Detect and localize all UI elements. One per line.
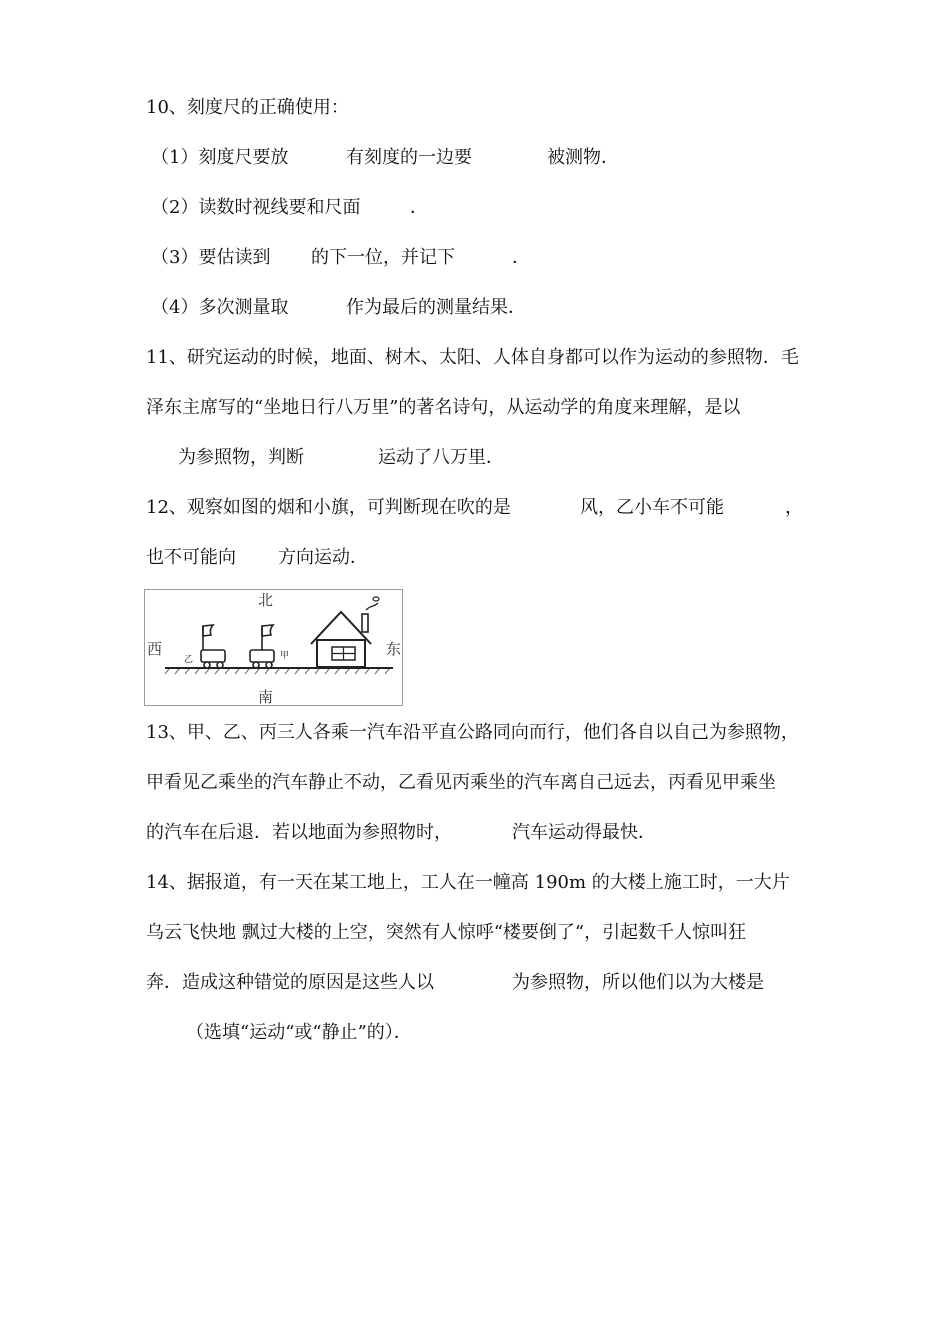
- car-a-flag: [262, 625, 273, 636]
- ground-hatching: [165, 669, 389, 674]
- car-a-group: [250, 625, 274, 668]
- q12-line1-c: ，: [785, 497, 803, 518]
- house-group: [311, 597, 379, 667]
- q14-line2: 乌云飞快地 飘过大楼的上空，突然有人惊呼“楼要倒了“，引起数千人惊叫狂: [146, 922, 747, 943]
- label-south: 南: [258, 688, 274, 706]
- smoke-puff: [373, 597, 379, 601]
- q10-part1-b: 有刻度的一边要: [346, 147, 472, 168]
- house-chimney: [362, 614, 368, 632]
- q10-title: 10、刻度尺的正确使用：: [146, 97, 349, 118]
- q10-part3-c: ．: [512, 247, 530, 268]
- label-north: 北: [258, 591, 274, 609]
- q11-line1: 11、研究运动的时候，地面、树木、太阳、人体自身都可以作为运动的参照物．毛: [146, 347, 799, 368]
- q12-line2-a: 也不可能向: [146, 547, 236, 568]
- q12-line1-a: 12、观察如图的烟和小旗，可判断现在吹的是: [146, 497, 511, 518]
- wind-scene-illustration: [145, 590, 404, 707]
- q11-line3-b: 运动了八万里．: [378, 447, 504, 468]
- label-car-b: 乙: [184, 655, 194, 665]
- q10-part3-b: 的下一位，并记下: [311, 247, 455, 268]
- q11-line2: 泽东主席写的“坐地日行八万里”的著名诗句，从运动学的角度来理解，是以: [146, 397, 741, 418]
- q13-line2: 甲看见乙乘坐的汽车静止不动，乙看见丙乘坐的汽车离自己远去，丙看见甲乘坐: [146, 772, 776, 793]
- q14-line3-b: 为参照物，所以他们以为大楼是: [512, 972, 764, 993]
- label-west: 西: [147, 640, 163, 658]
- car-a-wheel-rear: [253, 662, 259, 668]
- q14-line1: 14、据报道，有一天在某工地上，工人在一幢高 190m 的大楼上施工时，一大片: [146, 872, 790, 893]
- label-car-a: 甲: [280, 651, 290, 661]
- q12-line2-b: 方向运动．: [278, 547, 368, 568]
- q10-part3-a: （3）要估读到: [151, 247, 271, 268]
- car-b-body: [201, 650, 225, 662]
- car-b-flag: [203, 625, 213, 636]
- q13-line1: 13、甲、乙、丙三人各乘一汽车沿平直公路同向而行，他们各自以自己为参照物，: [146, 722, 799, 743]
- q10-part2-b: ．: [410, 197, 428, 218]
- q10-part4-a: （4）多次测量取: [151, 297, 289, 318]
- q12-figure: [144, 589, 403, 706]
- car-a-wheel-front: [266, 662, 272, 668]
- q12-line1-b: 风，乙小车不可能: [580, 497, 724, 518]
- q10-part4-b: 作为最后的测量结果．: [346, 297, 526, 318]
- q13-line3-a: 的汽车在后退．若以地面为参照物时，: [146, 822, 452, 843]
- q14-line3-a: 奔．造成这种错觉的原因是这些人以: [146, 972, 434, 993]
- car-b-group: [201, 625, 225, 668]
- q11-line3-a: 为参照物，判断: [178, 447, 304, 468]
- label-east: 东: [386, 640, 402, 658]
- q13-line3-b: 汽车运动得最快．: [512, 822, 656, 843]
- q10-part1-c: 被测物．: [547, 147, 619, 168]
- car-b-wheel-rear: [204, 662, 210, 668]
- q14-line4: （选填“运动“或“静止”的）．: [186, 1022, 412, 1043]
- q10-part1-a: （1）刻度尺要放: [151, 147, 289, 168]
- car-b-wheel-front: [217, 662, 223, 668]
- chimney-smoke: [366, 603, 378, 610]
- car-a-body: [250, 650, 274, 662]
- q10-part2-a: （2）读数时视线要和尺面: [151, 197, 361, 218]
